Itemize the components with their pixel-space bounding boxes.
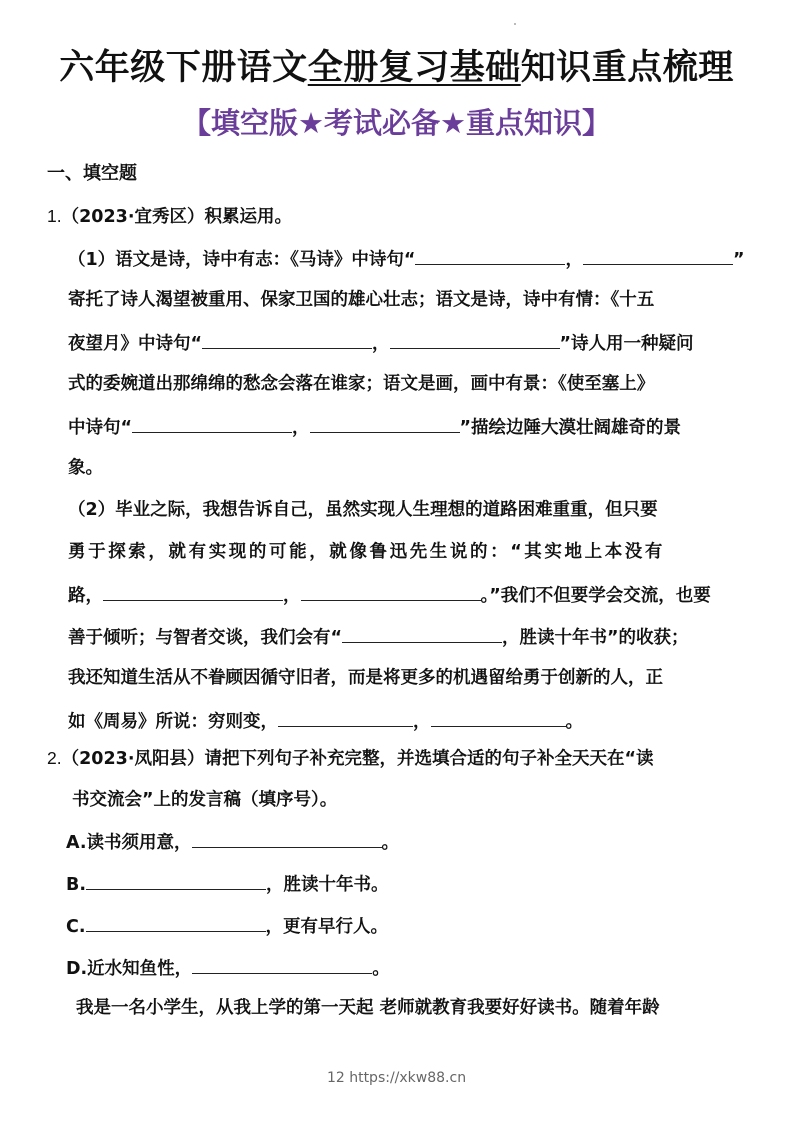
option-a	[66, 829, 399, 855]
text: 路，	[68, 586, 103, 606]
answer-blank[interactable]	[390, 330, 560, 349]
answer-blank[interactable]	[301, 582, 481, 601]
q1-p1-line4: 式的委婉道出那绵绵的愁念会落在谁家；语文是画，画中有景：《使至塞上》	[68, 374, 655, 394]
scan-artifact	[514, 23, 516, 25]
text: （1）语文是诗，诗中有志：《马诗》中诗句“	[68, 250, 416, 270]
text: 善于倾听；与智者交谈，我们会有“	[68, 628, 343, 648]
answer-blank[interactable]	[103, 582, 283, 601]
text: 。”我们不但要学会交流，也要	[480, 586, 711, 606]
answer-blank[interactable]	[431, 708, 566, 727]
text: 。	[565, 712, 583, 732]
text: （2023·凤阳县）请把下列句子补充完整，并选填合适的句子补全天天在“读	[61, 749, 654, 769]
text: 。	[372, 959, 390, 979]
answer-blank[interactable]	[86, 871, 266, 890]
page-title	[0, 46, 793, 90]
answer-blank[interactable]	[310, 414, 460, 433]
text: ，	[283, 586, 301, 606]
text: ，	[292, 418, 310, 438]
text: B.	[66, 875, 86, 895]
q1-p2-line3	[68, 582, 711, 608]
q1-p2-line6	[68, 708, 583, 734]
title-part-3: 知识重点梳理	[520, 48, 734, 88]
text: D.近水知鱼性，	[66, 959, 193, 979]
page-subtitle: 【填空版★考试必备★重点知识】	[182, 106, 611, 140]
question-2-line2: 书交流会”上的发言稿（填序号）。	[72, 790, 338, 810]
text: C.	[66, 917, 86, 937]
text: 夜望月》中诗句“	[68, 334, 203, 354]
text: 。	[381, 833, 400, 853]
q1-p2-line1: （2）毕业之际，我想告诉自己，虽然实现人生理想的道路困难重重，但只要	[68, 500, 658, 520]
title-part-1: 六年级下册语文	[59, 48, 308, 88]
option-d	[66, 955, 390, 981]
passage-line1: 我是一名小学生，从我上学的第一天起 老师就教育我要好好读书。随着年龄	[76, 998, 660, 1018]
page-footer: 12 https://xkw88.cn	[326, 1070, 467, 1086]
section-heading: 一、填空题	[47, 163, 137, 184]
text: ”诗人用一种疑问	[559, 334, 694, 354]
option-b	[66, 871, 389, 897]
text: ，更有早行人。	[265, 917, 388, 937]
answer-blank[interactable]	[192, 829, 382, 848]
text: ，	[413, 712, 431, 732]
answer-blank[interactable]	[278, 708, 413, 727]
text: ，胜读十年书”的收获；	[502, 628, 689, 648]
answer-blank[interactable]	[86, 913, 266, 932]
q1-p1-line2: 寄托了诗人渴望被重用、保家卫国的雄心壮志；语文是诗，诗中有情：《十五	[68, 290, 655, 310]
question-2-line1	[47, 746, 653, 771]
text: ，	[565, 250, 583, 270]
answer-blank[interactable]	[583, 246, 733, 265]
q1-p1-line1	[68, 246, 744, 272]
q1-p1-line3	[68, 330, 694, 356]
answer-blank[interactable]	[192, 955, 372, 974]
q1-p2-line5: 我还知道生活从不眷顾因循守旧者，而是将更多的机遇留给勇于创新的人，正	[68, 668, 663, 688]
text: ”	[732, 250, 745, 270]
question-source: （2023·宜秀区）积累运用。	[61, 207, 292, 227]
option-c	[66, 913, 388, 939]
title-underlined-part: 全册复习基础	[307, 48, 521, 88]
text: A.读书须用意，	[66, 833, 192, 853]
question-number: 2.	[47, 748, 62, 768]
q1-p1-line5	[68, 414, 681, 440]
q1-p2-line2: 勇于探索，就有实现的可能，就像鲁迅先生说的：“其实地上本没有	[68, 542, 665, 562]
q1-p2-line4	[68, 624, 689, 650]
text: ”描绘边陲大漠壮阔雄奇的景	[459, 418, 682, 438]
text: 中诗句“	[68, 418, 133, 438]
answer-blank[interactable]	[342, 624, 502, 643]
text: 如《周易》所说：穷则变，	[68, 712, 278, 732]
answer-blank[interactable]	[132, 414, 292, 433]
question-1-header	[47, 204, 292, 229]
answer-blank[interactable]	[202, 330, 372, 349]
question-number: 1.	[47, 206, 62, 226]
text: ，胜读十年书。	[266, 875, 389, 895]
q1-p1-line6: 象。	[68, 458, 103, 478]
answer-blank[interactable]	[415, 246, 565, 265]
text: ，	[372, 334, 390, 354]
